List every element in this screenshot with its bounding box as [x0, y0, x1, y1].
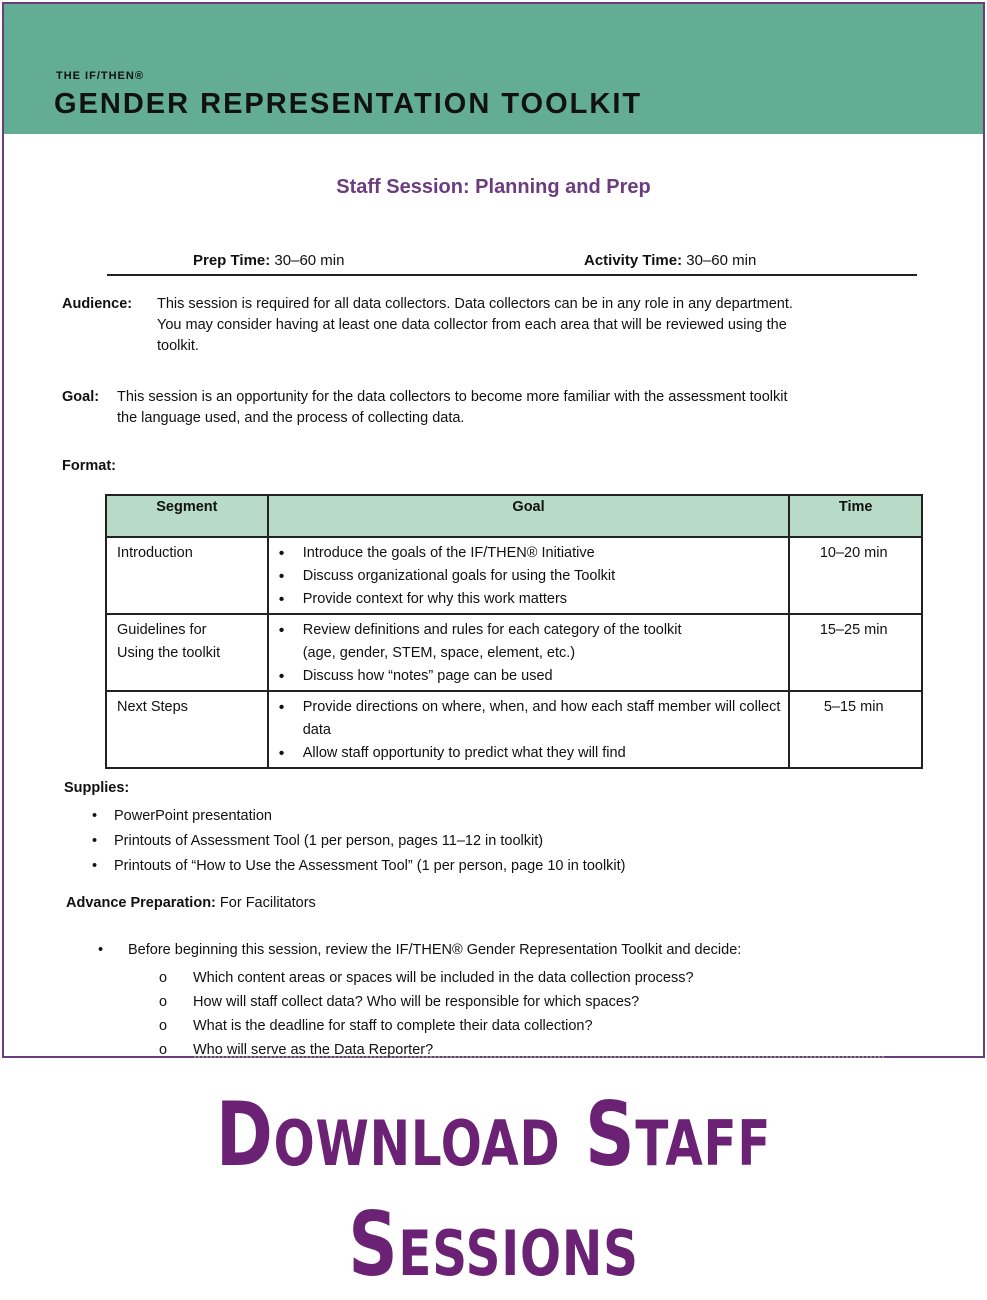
- supplies-label: Supplies:: [64, 780, 130, 796]
- header-band: [4, 4, 983, 134]
- goal-label: Goal:: [62, 389, 100, 405]
- divider: [107, 274, 917, 276]
- header-title: GENDER REPRESENTATION TOOLKIT: [54, 88, 643, 120]
- prep-time-value: 30–60 min: [274, 252, 345, 269]
- audience-line: This session is required for all data collectors. Data collectors can be in any role in any department.: [157, 296, 793, 312]
- list-item: • Printouts of “How to Use the Assessment Tool” (1 per person, page 10 in toolkit): [92, 854, 626, 879]
- table-row: [106, 537, 922, 614]
- time-cell: 5–15 min: [789, 691, 922, 768]
- goal-item: • Review definitions and rules for each category of the toolkit (age, gender, STEM, space, element, etc.): [279, 619, 781, 665]
- list-item: o How will staff collect data? Who will be responsible for which spaces?: [159, 990, 694, 1014]
- table-row: [106, 614, 922, 691]
- document-preview: THE IF/THEN® GENDER REPRESENTATION TOOLKIT Staff Session: Planning and Prep Prep Time: 30–60 min Activity Time: 30–60 min Audience: This session is required for all data collectors. Data collectors can be in any role in any department. You may consider having at least one data collector from each area that will be reviewed using the toolkit. Goal: This session is an opportunity for the data collectors to become more familiar with the assessment toolkit the language used, and the process of collecting data. Format: Segment Goal Time Introduction • Introduce the goals of the IF/THEN® Initiative • Discuss organizational goals for using the Toolkit • Provide context for why this work matters 10–20 min Guidelines for Using the toolkit • Review definitions and rules for each category of the toolkit (age, gender, STEM, space, element, etc.) • Discuss how “notes” page can be used 15–25 min Next Steps • Provide directions on where, when, and how each staff member will collect data • Allow staff opportunity to predict what they will find 5–15 min Supplies: • PowerPoint presentation • Printouts of Assessment Tool (1 per person, pages 11–12 in toolkit) • Printouts of “How to Use the Assessment Tool” (1 per person, page 10 in toolkit) Advance Preparation: For Facilitators • Before beginning this session, review the IF/THEN® Gender Representation Toolkit and decide: o Which content areas or spaces will be included in the data collection process? o How will staff collect data? Who will be responsible for which spaces? o What is the deadline for staff to complete their data collection? o Who will serve as the Data Reporter?: [2, 2, 985, 1058]
- cut-off-text: [194, 1056, 884, 1059]
- prep-time-label: Prep Time:: [193, 252, 271, 269]
- table-header-row: [106, 495, 922, 537]
- column-header-time: Time: [789, 495, 922, 537]
- time-cell: 10–20 min: [789, 537, 922, 614]
- document-title: Staff Session: Planning and Prep: [336, 176, 651, 198]
- goal-item: • Discuss how “notes” page can be used: [279, 665, 781, 688]
- activity-time-label: Activity Time:: [584, 252, 683, 269]
- list-item: • PowerPoint presentation: [92, 804, 626, 829]
- audience-line: You may consider having at least one data collector from each area that will be reviewed using the: [157, 317, 787, 333]
- segment-cell: Guidelines for Using the toolkit: [106, 614, 268, 691]
- activity-time-value: 30–60 min: [686, 252, 757, 269]
- audience-label: Audience:: [62, 296, 133, 312]
- list-item: o Who will serve as the Data Reporter?: [159, 1038, 694, 1062]
- activity-time: [584, 252, 756, 269]
- time-cell: 15–25 min: [789, 614, 922, 691]
- goal-cell: [268, 614, 790, 691]
- prep-time: [193, 252, 344, 269]
- segment-cell: Next Steps: [106, 691, 268, 768]
- goal-item: • Provide context for why this work matters: [279, 588, 781, 611]
- goal-cell: [268, 691, 790, 768]
- download-staff-sessions-link[interactable]: Download Staff Sessions: [215, 1083, 772, 1296]
- column-header-goal: Goal: [268, 495, 790, 537]
- goal-item: • Discuss organizational goals for using the Toolkit: [279, 565, 781, 588]
- goal-text: [117, 387, 788, 429]
- audience-text: [157, 294, 793, 357]
- goal-cell: [268, 537, 790, 614]
- audience-line: toolkit.: [157, 338, 199, 354]
- goal-line: This session is an opportunity for the data collectors to become more familiar with the assessment toolkit: [117, 389, 788, 405]
- format-label: Format:: [62, 458, 116, 474]
- list-item: o Which content areas or spaces will be included in the data collection process?: [159, 966, 694, 990]
- goal-item: • Provide directions on where, when, and how each staff member will collect data: [279, 696, 781, 742]
- supplies-list: [92, 804, 626, 879]
- advance-prep-sublist: [159, 966, 694, 1062]
- segment-cell: Introduction: [106, 537, 268, 614]
- table-row: [106, 691, 922, 768]
- column-header-segment: Segment: [106, 495, 268, 537]
- format-table: [105, 494, 923, 769]
- goal-item: • Allow staff opportunity to predict what they will find: [279, 742, 781, 765]
- goal-line: the language used, and the process of collecting data.: [117, 410, 465, 426]
- goal-item: • Introduce the goals of the IF/THEN® Initiative: [279, 542, 781, 565]
- advance-prep-heading: Advance Preparation: For Facilitators: [66, 895, 316, 911]
- header-eyebrow: THE IF/THEN®: [56, 70, 144, 82]
- list-item: o What is the deadline for staff to complete their data collection?: [159, 1014, 694, 1038]
- list-item: • Printouts of Assessment Tool (1 per person, pages 11–12 in toolkit): [92, 829, 626, 854]
